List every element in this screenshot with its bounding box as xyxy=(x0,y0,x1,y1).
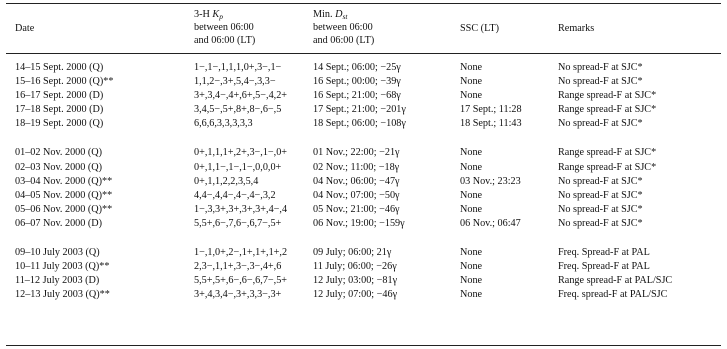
table-row xyxy=(0,175,727,189)
cell-remarks: No spread-F at SJC* xyxy=(558,203,643,215)
cell-ssc: None xyxy=(460,147,483,159)
cell-dst: 02 Nov.; 11:00; −18γ xyxy=(313,161,400,173)
cell-ssc: None xyxy=(460,90,483,102)
bottom-rule xyxy=(6,345,721,346)
cell-kp: 5,5+,5+,6−,6−,6,7−,5+ xyxy=(194,275,288,287)
cell-remarks: No spread-F at SJC* xyxy=(558,76,643,88)
cell-remarks: No spread-F at SJC* xyxy=(558,217,643,229)
cell-dst: 04 Nov.; 06:00; −47γ xyxy=(313,175,400,187)
cell-dst: 04 Nov.; 07:00; −50γ xyxy=(313,189,400,201)
cell-ssc: None xyxy=(460,261,483,273)
table-row xyxy=(0,103,727,117)
table-row xyxy=(0,146,727,160)
header-dst-line3: and 06:00 (LT) xyxy=(313,35,375,46)
cell-ssc: None xyxy=(460,161,483,173)
cell-kp: 3+,4,3,4−,3+,3,3−,3+ xyxy=(194,289,282,301)
cell-dst: 05 Nov.; 21:00; −46γ xyxy=(313,203,400,215)
cell-ssc: None xyxy=(460,289,483,301)
cell-ssc: None xyxy=(460,189,483,201)
cell-kp: 1−,3,3+,3+,3+,3+,4−,4 xyxy=(194,203,288,215)
cell-kp: 1,1,2−,3+,5,4−,3,3− xyxy=(194,76,276,88)
cell-remarks: Range spread-F at PAL/SJC xyxy=(558,275,673,287)
cell-dst: 12 July; 03:00; −81γ xyxy=(313,275,398,287)
cell-date: 06–07 Nov. 2000 (D) xyxy=(15,217,103,229)
cell-remarks: No spread-F at SJC* xyxy=(558,62,643,73)
cell-date: 03–04 Nov. 2000 (Q)** xyxy=(15,175,113,187)
cell-remarks: Freq. spread-F at PAL/SJC xyxy=(558,289,668,301)
cell-remarks: No spread-F at SJC* xyxy=(558,175,643,187)
table-row xyxy=(0,189,727,203)
cell-kp: 2,3−,1,1+,3−,3−,4+,6 xyxy=(194,261,282,273)
top-rule xyxy=(6,3,721,4)
cell-remarks: Range spread-F at SJC* xyxy=(558,161,657,173)
cell-remarks: Freq. Spread-F at PAL xyxy=(558,247,650,259)
header-dst xyxy=(313,8,374,47)
table-row xyxy=(0,288,727,302)
cell-dst: 01 Nov.; 22:00; −21γ xyxy=(313,147,400,159)
table-row xyxy=(0,117,727,131)
cell-date: 14–15 Sept. 2000 (Q) xyxy=(15,62,104,73)
cell-kp: 5,5+,6−,7,6−,6,7−,5+ xyxy=(194,217,282,229)
cell-ssc: 06 Nov.; 06:47 xyxy=(460,217,521,229)
table-row xyxy=(0,61,727,75)
cell-remarks: Freq. Spread-F at PAL xyxy=(558,261,650,273)
cell-dst: 16 Sept.; 00:00; −39γ xyxy=(313,76,401,88)
cell-ssc: None xyxy=(460,76,483,88)
cell-dst: 11 July; 06:00; −26γ xyxy=(313,261,397,273)
cell-dst: 17 Sept.; 21:00; −201γ xyxy=(313,104,406,116)
cell-kp: 3,4,5−,5+,8+,8−,6−,5 xyxy=(194,104,282,116)
cell-dst: 12 July; 07:00; −46γ xyxy=(313,289,398,301)
header-date: Date xyxy=(15,23,35,34)
cell-kp: 6,6,6,3,3,3,3,3 xyxy=(194,118,253,130)
cell-kp: 1−,1−,1,1,1,0+,3−,1− xyxy=(194,62,282,73)
header-kp-line1: 3-H $K_p$ xyxy=(194,9,223,21)
cell-ssc: 18 Sept.; 11:43 xyxy=(460,118,522,130)
cell-remarks: No spread-F at SJC* xyxy=(558,189,643,201)
cell-ssc: None xyxy=(460,62,483,73)
table-row xyxy=(0,89,727,103)
cell-kp: 0+,1,1−,1−,1−,0,0,0+ xyxy=(194,161,282,173)
cell-ssc: None xyxy=(460,247,483,259)
cell-date: 16–17 Sept. 2000 (D) xyxy=(15,90,104,102)
cell-date: 15–16 Sept. 2000 (Q)** xyxy=(15,76,114,88)
header-dst-line1: Min. $D_{st}$ xyxy=(313,9,348,21)
cell-ssc: 03 Nov.; 23:23 xyxy=(460,175,521,187)
cell-dst: 16 Sept.; 21:00; −68γ xyxy=(313,90,401,102)
header-remarks: Remarks xyxy=(558,23,595,34)
header-kp-line3: and 06:00 (LT) xyxy=(194,35,256,46)
cell-kp: 3+,3,4−,4+,6+,5−,4,2+ xyxy=(194,90,288,102)
cell-ssc: None xyxy=(460,275,483,287)
cell-dst: 14 Sept.; 06:00; −25γ xyxy=(313,62,401,73)
cell-ssc: None xyxy=(460,203,483,215)
cell-date: 18–19 Sept. 2000 (Q) xyxy=(15,118,104,130)
cell-kp: 0+,1,1,2,2,3,5,4 xyxy=(194,175,259,187)
cell-date: 17–18 Sept. 2000 (D) xyxy=(15,104,104,116)
cell-date: 10–11 July 2003 (Q)** xyxy=(15,261,110,273)
cell-remarks: Range spread-F at SJC* xyxy=(558,147,657,159)
table-row xyxy=(0,203,727,217)
cell-dst: 06 Nov.; 19:00; −159γ xyxy=(313,217,405,229)
cell-remarks: Range spread-F at SJC* xyxy=(558,104,657,116)
header-ssc: SSC (LT) xyxy=(460,23,499,34)
table-row xyxy=(0,161,727,175)
cell-dst: 18 Sept.; 06:00; −108γ xyxy=(313,118,406,130)
cell-date: 12–13 July 2003 (Q)** xyxy=(15,289,110,301)
header-rule xyxy=(6,53,721,54)
table-row xyxy=(0,260,727,274)
cell-ssc: 17 Sept.; 11:28 xyxy=(460,104,522,116)
header-kp xyxy=(194,8,255,47)
table-row xyxy=(0,246,727,260)
table-row xyxy=(0,217,727,231)
header-dst-line2: between 06:00 xyxy=(313,22,373,33)
row-group xyxy=(0,146,727,231)
header-kp-line2: between 06:00 xyxy=(194,22,254,33)
table-row xyxy=(0,75,727,89)
row-group xyxy=(0,61,727,131)
cell-date: 09–10 July 2003 (Q) xyxy=(15,247,100,259)
cell-remarks: No spread-F at SJC* xyxy=(558,118,643,130)
cell-kp: 1−,1,0+,2−,1+,1+,1+,2 xyxy=(194,247,288,259)
table-body xyxy=(0,61,727,317)
cell-date: 11–12 July 2003 (D) xyxy=(15,275,100,287)
table-row xyxy=(0,274,727,288)
row-group xyxy=(0,246,727,302)
cell-date: 01–02 Nov. 2000 (Q) xyxy=(15,147,103,159)
cell-date: 04–05 Nov. 2000 (Q)** xyxy=(15,189,113,201)
cell-kp: 0+,1,1,1+,2+,3−,1−,0+ xyxy=(194,147,288,159)
cell-dst: 09 July; 06:00; 21γ xyxy=(313,247,392,259)
cell-date: 05–06 Nov. 2000 (Q)** xyxy=(15,203,113,215)
cell-remarks: Range spread-F at SJC* xyxy=(558,90,657,102)
cell-date: 02–03 Nov. 2000 (Q) xyxy=(15,161,103,173)
cell-kp: 4,4−,4,4−,4−,4−,3,2 xyxy=(194,189,276,201)
